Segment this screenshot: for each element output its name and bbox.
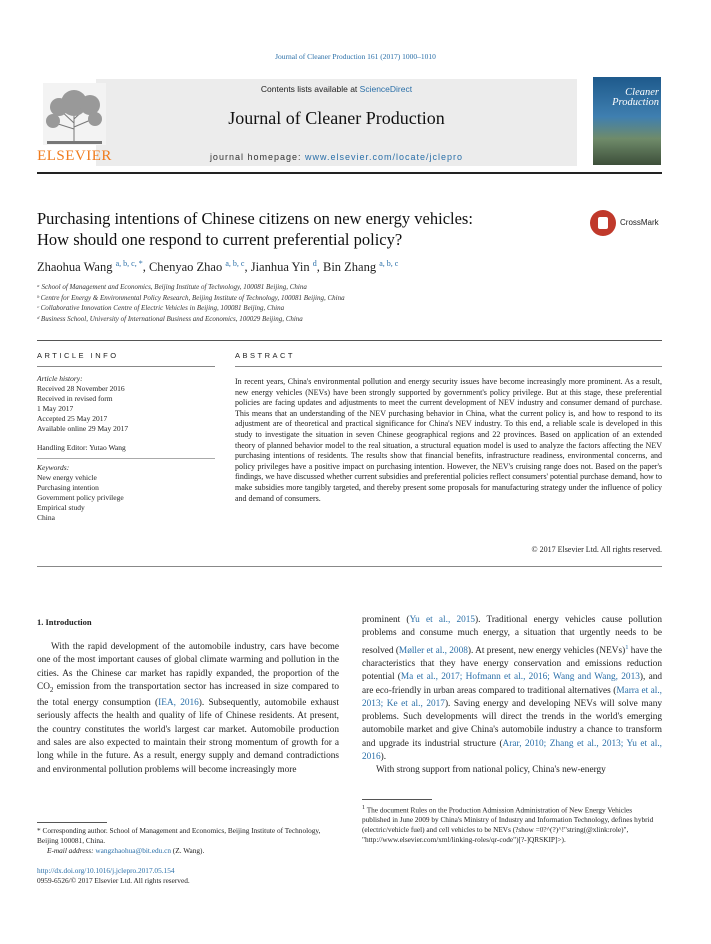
text-run: ). Subsequently, automobile exhaust seriously affects the health and quality of life of Chinese residents. At present, the country constitutes the world's largest car market. Automobile production and sales are also expected to maintain their strong momentum of growth for a long while in the future. As a result, energy supply and demand contradictions and environmental pollution problems will become increasingly more xyxy=(37,698,340,775)
corresponding-author-note xyxy=(37,826,339,856)
author-affiliation-marks[interactable]: d xyxy=(312,259,317,268)
header-rule xyxy=(37,172,662,174)
abstract-body: In recent years, China's environmental pollution and energy security issues have become increasingly more prominent. As a result, new energy vehicles (NEVs) have been strongly supported by government's policy privilege. But at this stage, these preferential policies are facing updates and adjustments to meet the current development of NEV industry and consumer demand of purchase. This means that an understanding of the NEV purchasing behavior in China, what the current policy is, and how to respond to its adjustment are of theoretical and practical significance for China's NEV industry. To this end, a reliable scale is developed in this study to investigate the situation in seven Chinese geographical regions and 22 provinces. Based on application of an extended theory of planned behavior model to the real situation, a structural equation model is used to analyze the factors affecting the NEV purchasing intentions of residents. The results show that financial benefits, infrastructure readiness, environmental concerns, and policy privileges have a positive impact on purchasing intention. However, the NEV's cruising range does not. Based on the paper's findings, we have discussed whether current subsidies and preferential policies reflect consumers' potential purchase demand, how to make subsidies more tangibly targeted, and thereby present some proposals for manufacturing strategy under the influence of policy and demand of consumers. xyxy=(235,377,662,503)
affiliation-item: ᵇ Centre for Energy & Environmental Policy Research, Beijing Institute of Technology, 100081 Beijing, China xyxy=(37,293,345,302)
paragraph: With strong support from national policy, China's new-energy xyxy=(376,765,606,776)
paper-title-line-1: Purchasing intentions of Chinese citizens on new energy vehicles: xyxy=(37,209,473,228)
email-link[interactable]: wangzhaohua@bit.edu.cn xyxy=(95,846,171,855)
author-name[interactable]: Zhaohua Wang xyxy=(37,260,116,275)
text-run: prominent ( xyxy=(362,615,410,625)
citation-link[interactable]: Marra et al., 2013; Ke et al., 2017 xyxy=(362,685,662,709)
author-name[interactable]: , Jianhua Yin xyxy=(244,260,313,275)
text-run: ), and are eco-friendly in urban areas compared to traditional alternatives ( xyxy=(362,672,662,696)
history-item: Received 28 November 2016 xyxy=(37,384,125,393)
keywords-label: Keywords: xyxy=(37,463,70,472)
footnote-marker: 1 xyxy=(362,805,365,811)
contents-line xyxy=(96,84,577,94)
paragraph xyxy=(362,614,662,764)
paper-title-line-2: How should one respond to current preferential policy? xyxy=(37,230,403,249)
text-run: have the characteristics that they have energy conservation and emissions reduction potential ( xyxy=(362,645,663,683)
text-run: With the rapid development of the automobile industry, cars have become one of the most important causes of global climate warming and pollution in the cities. As the Chinese car market has rapidly expanded, the proportion of the CO xyxy=(37,642,339,692)
email-suffix: (Z. Wang). xyxy=(170,846,205,855)
abstract-rule xyxy=(235,366,662,367)
keyword: Purchasing intention xyxy=(37,483,99,492)
author-name[interactable]: , Bin Zhang xyxy=(316,260,380,275)
history-label: Article history: xyxy=(37,374,83,383)
history-item: Accepted 25 May 2017 xyxy=(37,414,108,423)
paragraph xyxy=(37,641,339,777)
affiliation-item: ᵈ Business School, University of International Business and Economics, 100029 Beijing, China xyxy=(37,314,303,323)
affiliations xyxy=(37,282,657,324)
issn-line: 0959-6526/© 2017 Elsevier Ltd. All rights reserved. xyxy=(37,876,190,885)
citation-link[interactable]: Ma et al., 2017; Hofmann et al., 2016; Wang and Wang, 2013 xyxy=(400,672,640,683)
subscript: 2 xyxy=(49,685,54,694)
corresponding-author: * Corresponding author. School of Management and Economics, Beijing Institute of Technology, Beijing 100081, China. xyxy=(37,826,321,845)
crossmark-label[interactable]: CrossMark xyxy=(620,218,659,227)
text-run: ). Traditional energy vehicles cause pollution problems and consume much energy, a situation that urgently needs to be resolved ( xyxy=(362,615,662,656)
body-divider xyxy=(37,566,662,567)
abstract-heading: ABSTRACT xyxy=(235,351,296,360)
footnote-text: The document Rules on the Production Admission Administration of New Energy Vehicles published in June 2009 by China's Ministry of Industry and Information Technology, defines hybrid (electric/vehicle fuel) and cell vehicles to be NEVs (?show =0?^(?)^!"string(@xlink:role)", "http://www.elsevier.com/xml/linking-roles/qr-code")[?-]QRSKIP]>). xyxy=(362,805,654,845)
author-affiliation-marks[interactable]: a, b, c, * xyxy=(115,259,143,268)
email-line xyxy=(37,846,339,856)
text-run: emission from the transportation sector has increased in size compared to the total energy consumption ( xyxy=(37,681,339,709)
affiliation-item: ᵃ School of Management and Economics, Beijing Institute of Technology, 100081 Beijing, China xyxy=(37,283,307,291)
journal-homepage xyxy=(96,152,577,162)
section-divider xyxy=(37,340,662,341)
footnote-rule xyxy=(37,822,107,823)
article-info-heading: ARTICLE INFO xyxy=(37,351,119,360)
footnote-marker[interactable]: 1 xyxy=(625,643,629,651)
author-name[interactable]: , Chenyao Zhao xyxy=(142,260,226,275)
section-heading-introduction: 1. Introduction xyxy=(37,617,92,627)
email-label: E-mail address: xyxy=(47,846,96,855)
article-info-rule xyxy=(37,366,215,367)
article-metadata-footer xyxy=(37,866,339,886)
author-list xyxy=(37,259,637,275)
keyword: China xyxy=(37,513,55,522)
article-info xyxy=(37,374,215,523)
keyword: New energy vehicle xyxy=(37,473,97,482)
copyright-notice: © 2017 Elsevier Ltd. All rights reserved. xyxy=(531,545,662,554)
body-column-right xyxy=(362,614,662,778)
citation-link[interactable]: Yu et al., 2015 xyxy=(409,615,476,625)
keyword: Empirical study xyxy=(37,503,85,512)
sciencedirect-link[interactable]: ScienceDirect xyxy=(359,84,413,94)
journal-title: Journal of Cleaner Production xyxy=(228,108,445,128)
text-run: ). At present, new energy vehicles (NEVs) xyxy=(467,645,626,656)
homepage-prefix: journal homepage: xyxy=(209,152,305,162)
history-item: Received in revised form xyxy=(37,394,113,403)
text-run: ). xyxy=(380,752,387,763)
citation-link[interactable]: IEA, 2016 xyxy=(158,698,199,709)
citation-link[interactable]: Møller et al., 2008 xyxy=(398,645,468,656)
keyword: Government policy privilege xyxy=(37,493,124,502)
affiliation-item: ᶜ Collaborative Innovation Centre of Electric Vehicles in Beijing, 100081 Beijing, China xyxy=(37,304,285,312)
citation-link[interactable]: Arar, 2010; Zhang et al., 2013; Yu et al., 2016 xyxy=(362,738,662,763)
doi-link[interactable]: http://dx.doi.org/10.1016/j.jclepro.2017.05.154 xyxy=(37,866,175,875)
footnote-rule xyxy=(362,799,432,800)
body-column-left xyxy=(37,641,339,777)
footnote-1 xyxy=(362,803,662,845)
journal-reference[interactable]: Journal of Cleaner Production 161 (2017) 1000–1010 xyxy=(275,52,436,61)
history-item: 1 May 2017 xyxy=(37,404,74,413)
author-affiliation-marks[interactable]: a, b, c xyxy=(379,259,399,268)
handling-editor: Handling Editor: Yutao Wang xyxy=(37,443,126,452)
author-affiliation-marks[interactable]: a, b, c xyxy=(225,259,245,268)
text-run: ). Saving energy and developing NEVs will solve many problems. Such developments will direct the trends in the world's emerging automobile market and give China's automobile industry a chance to transform and upgrade its industrial structure ( xyxy=(362,698,662,749)
homepage-link[interactable]: www.elsevier.com/locate/jclepro xyxy=(305,152,464,162)
cover-title: Cleaner Production xyxy=(612,87,659,108)
contents-prefix: Contents lists available at xyxy=(260,84,360,94)
history-item: Available online 29 May 2017 xyxy=(37,424,129,433)
elsevier-wordmark: ELSEVIER xyxy=(37,148,112,164)
crossmark-icon[interactable] xyxy=(590,210,616,236)
paper-title xyxy=(37,208,577,250)
